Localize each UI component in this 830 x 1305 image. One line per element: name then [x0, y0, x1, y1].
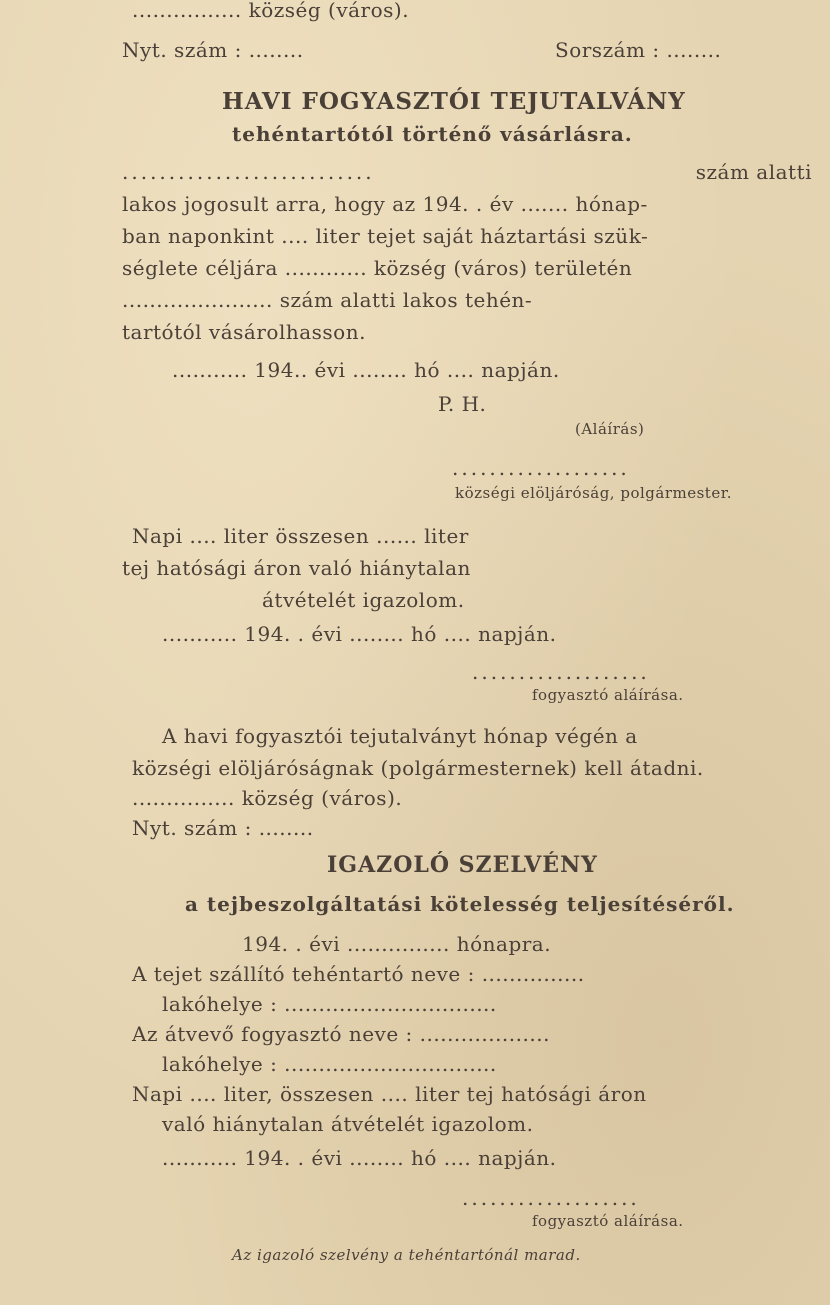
coupon-daily-milk-line: Napi .... liter, összesen .... liter tej hatósági áron: [132, 1082, 647, 1106]
voucher-line-2: lakos jogosult arra, hogy az 194. . év ....... hónap-: [122, 192, 648, 216]
signature-caption: (Aláírás): [575, 420, 645, 438]
voucher-line-6: tartótól vásárolhasson.: [122, 320, 366, 344]
consumer-address-line: lakóhelye : ...............................: [162, 1052, 497, 1076]
voucher-line-1: [122, 160, 812, 184]
voucher-nyt-number: Nyt. szám : ........: [122, 38, 304, 62]
voucher-date-line-2: ........... 194. . évi ........ hó .... napján.: [162, 622, 557, 646]
voucher-line-3: ban naponkint .... liter tejet saját háztartási szük-: [122, 224, 649, 248]
voucher-title: HAVI FOGYASZTÓI TEJUTALVÁNY: [222, 88, 686, 115]
coupon-title: IGAZOLÓ SZELVÉNY: [327, 852, 598, 878]
supplier-address-line: lakóhelye : ...............................: [162, 992, 497, 1016]
voucher-line-1-dots: ...........................: [122, 160, 375, 184]
instruction-line-1: A havi fogyasztói tejutalványt hónap végén a: [162, 724, 638, 748]
coupon-footer-note: Az igazoló szelvény a tehéntartónál marad.: [232, 1246, 581, 1264]
voucher-line-1-end: szám alatti: [695, 160, 812, 184]
coupon-nyt-number: Nyt. szám : ........: [132, 816, 314, 840]
coupon-municipality-line: ............... község (város).: [132, 786, 403, 810]
official-price-line: tej hatósági áron való hiánytalan: [122, 556, 471, 580]
voucher-serial-number: Sorszám : ........: [555, 38, 722, 62]
voucher-line-4: séglete céljára ............ község (város) területén: [122, 256, 633, 280]
daily-milk-line: Napi .... liter összesen ...... liter: [132, 524, 469, 548]
coupon-receipt-confirm-line: való hiánytalan átvételét igazolom.: [162, 1112, 534, 1136]
instruction-line-2: községi elöljáróságnak (polgármesternek) kell átadni.: [132, 756, 704, 780]
coupon-subtitle: a tejbeszolgáltatási kötelesség teljesítéséről.: [185, 892, 735, 916]
coupon-month-line: 194. . évi ............... hónapra.: [242, 932, 552, 956]
authority-signature-dots: ...................: [452, 456, 630, 480]
voucher-subtitle: tehéntartótól történő vásárlásra.: [232, 122, 633, 146]
coupon-date-line: ........... 194. . évi ........ hó .... napján.: [162, 1146, 557, 1170]
consumer-signature-dots: ...................: [472, 660, 650, 684]
voucher-date-line: ........... 194.. évi ........ hó .... napján.: [172, 358, 560, 382]
voucher-municipality-line: ................ község (város).: [132, 0, 410, 22]
authority-signature-label: községi elöljáróság, polgármester.: [455, 484, 732, 502]
consumer-name-line: Az átvevő fogyasztó neve : ...................: [132, 1022, 550, 1046]
consumer-signature-label: fogyasztó aláírása.: [532, 686, 684, 704]
voucher-line-5: ...................... szám alatti lakos tehén-: [122, 288, 533, 312]
stamp-mark: P. H.: [438, 392, 487, 416]
receipt-confirm-line: átvételét igazolom.: [262, 588, 465, 612]
coupon-consumer-signature-label: fogyasztó aláírása.: [532, 1212, 684, 1230]
coupon-consumer-signature-dots: ...................: [462, 1186, 640, 1210]
supplier-name-line: A tejet szállító tehéntartó neve : ...............: [132, 962, 585, 986]
